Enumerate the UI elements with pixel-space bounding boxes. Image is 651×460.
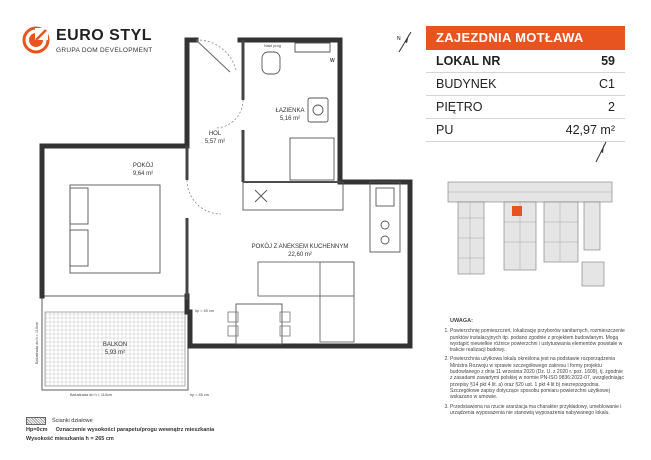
- info-row-floor: [426, 96, 625, 119]
- legend-height: Wysokość mieszkania h = 265 cm: [26, 435, 114, 442]
- building-value: C1: [599, 77, 615, 91]
- compass-icon: [395, 30, 415, 54]
- hall-area: 5,57 m²: [204, 139, 226, 145]
- info-row-unit: [426, 50, 625, 73]
- door-swings: [187, 40, 243, 214]
- legend-walls-label: Ścianki działowe: [52, 417, 93, 424]
- notes-section: [436, 318, 626, 419]
- legend-walls-row: [26, 416, 214, 425]
- compass-small-icon: [592, 140, 610, 164]
- balcony-area: [45, 312, 185, 386]
- sofa: [258, 262, 354, 296]
- bedroom-area: 9,64 m²: [132, 171, 154, 177]
- info-panel: [426, 26, 625, 142]
- balcony-name: BALKON: [102, 342, 128, 348]
- info-row-area: [426, 119, 625, 142]
- balustrade-side-label: Balustrada do h = 110cm: [35, 321, 39, 364]
- hall-name: HOL: [208, 131, 222, 137]
- legend: [26, 416, 214, 443]
- notes-title: UWAGA:: [450, 318, 473, 324]
- dining-chairs: [228, 312, 290, 336]
- dining-table: [236, 304, 282, 344]
- brand-name: EURO STYL: [56, 27, 153, 44]
- sofa-side: [320, 262, 354, 342]
- bed: [70, 185, 160, 273]
- svg-text:N: N: [397, 36, 401, 42]
- legend-hp-desc: Oznaczenie wysokości parapetu/progu wewnątrz mieszkania: [55, 426, 215, 433]
- project-name: ZAJEZDNIA MOTŁAWA: [426, 26, 625, 50]
- building-label: BUDYNEK: [436, 77, 497, 91]
- note-item: 3. Przedstawiona na rzucie aranżacja ma charakter przykładowy, umeblowanie i urządzenia wyposażenia nie stanowią wyposażenia nabywanego lokalu.: [450, 404, 626, 417]
- legend-hp-key: Hp=0cm: [26, 426, 48, 433]
- info-row-building: [426, 73, 625, 96]
- area-label: PU: [436, 123, 454, 137]
- floor-value: 2: [608, 100, 615, 114]
- threshold-label: Niski próg: [264, 44, 281, 48]
- walls-swatch-icon: [26, 417, 46, 425]
- legend-height-row: [26, 434, 214, 443]
- unit-label: LOKAL NR: [436, 54, 501, 68]
- bedroom-name: POKÓJ: [132, 163, 154, 169]
- living-name: POKÓJ Z ANEKSEM KUCHENNYM: [251, 244, 349, 250]
- building-key-plan: [440, 178, 620, 288]
- balustrade-bottom-label: Balustrada do h = 110cm: [70, 393, 113, 397]
- living-area: 22,60 m²: [288, 252, 312, 258]
- bathroom-name: ŁAZIENKA: [275, 108, 305, 114]
- outer-walls: [42, 40, 410, 346]
- hp-label-1: hp = 45 cm: [195, 309, 214, 313]
- window-mark-label: W: [330, 58, 335, 64]
- brand-subtitle: GRUPA DOM DEVELOPMENT: [56, 47, 153, 54]
- legend-hp-row: [26, 425, 214, 434]
- bathroom-area: 5,16 m²: [279, 116, 301, 122]
- balcony-area-label: 5,93 m²: [104, 350, 126, 356]
- hp-label-2: hp = 45 cm: [190, 393, 209, 397]
- note-item: 1. Powierzchnię pomieszczeń, lokalizację przyborów sanitarnych, rozmieszczenie punktów instalacyjnych itp. podano zgodnie z projektem budowlanym. Mogą wystąpić niewielkie różnice powierzchni i ustytuowania elementów powstałe w trakcie realizacji budowy.: [450, 328, 626, 353]
- kitchen-counter: [243, 182, 400, 252]
- area-value: 42,97 m²: [565, 123, 615, 137]
- entrance-door: [196, 40, 230, 72]
- unit-value: 59: [601, 54, 615, 68]
- floor-label: PIĘTRO: [436, 100, 483, 114]
- selected-unit-marker: [512, 206, 522, 216]
- interior-walls: [187, 40, 340, 300]
- note-item: 2. Powierzchnia użytkowa lokalu określona jest na podstawie rozporządzenia Ministra Rozwoju w sprawie szczegółowego zakresu i formy projektu budowlanego z dnia 11 września 2020 (Dz. U. z 2020 r. poz. 1609), tj. zgodnie z zasadami zawartymi polskiej w normie PN-ISO 9836:2022-07, uwzględniając przepisy §14 pkt 4 lit. a) oraz §20 ust. 1 pkt 4 lit b) niezrepozgodnia. Szczegółowe zapisy dotyczące sposobu pomiaru powierzchni użytkowej wskazano w umowie.: [450, 356, 626, 400]
